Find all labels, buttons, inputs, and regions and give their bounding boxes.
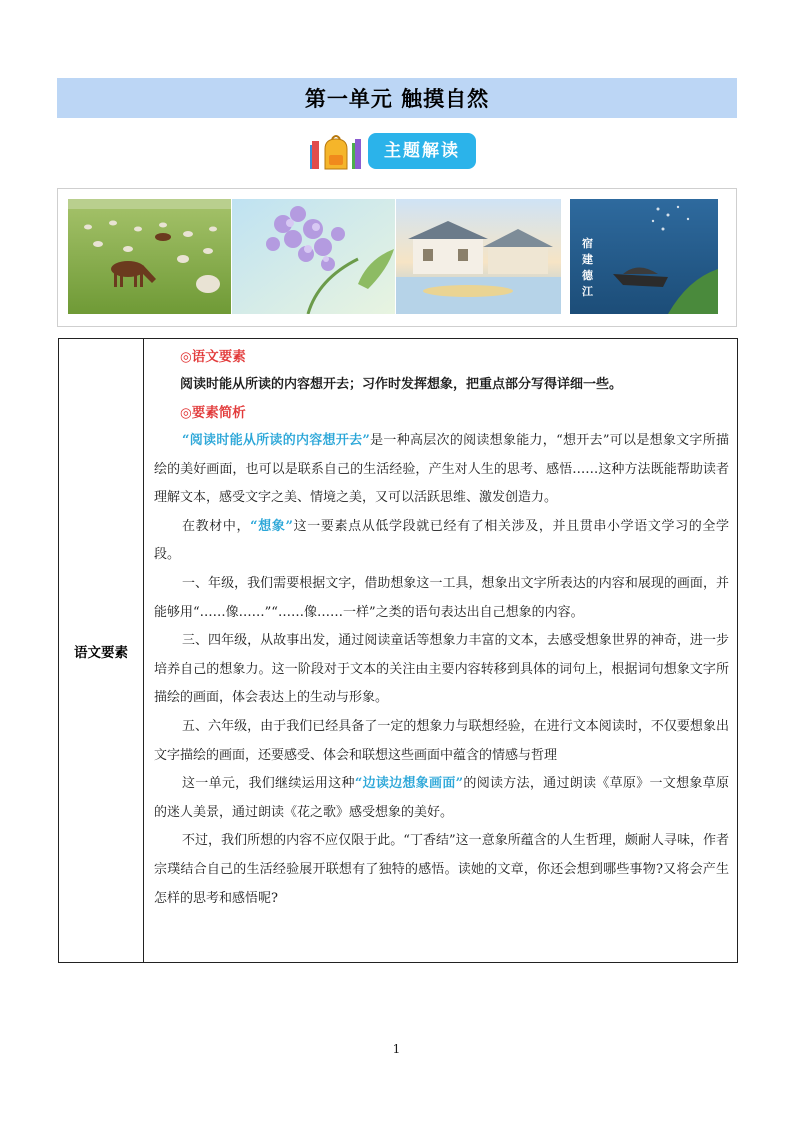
grassland-image [68, 199, 231, 314]
paragraph-before: 一、年级，我们需要根据文字，借助想象这一工具，想象出文字所表达的内容和展现的画面，并能够用“……像……”“……像……一样”之类的语句表达出自己想象的内容。 [154, 575, 729, 620]
paragraph-before: 五、六年级，由于我们已经具备了一定的想象力与联想经验，在进行文本阅读时，不仅要想象出文字描绘的画面，还要感受、体会和联想这些画面中蕴含的情感与哲理 [154, 718, 729, 763]
svg-text:江: 江 [582, 285, 593, 298]
analysis-paragraph [154, 570, 729, 627]
paragraph-before: 三、四年级，从故事出发，通过阅读童话等想象力丰富的文本，去感受想象世界的神奇，进一步培养自己的想象力。这一阶段对于文本的关注由主要内容转移到具体的词句上，根据词句想象文字所描绘的画面，体会表达上的生动与形象。 [154, 633, 729, 706]
analysis-heading: ◎要素简析 [180, 405, 246, 421]
river-boat-image [570, 199, 718, 314]
image-strip-art [68, 199, 728, 314]
paragraph-highlight: “阅读时能从所读的内容想开去” [182, 433, 370, 448]
lilac-image [232, 199, 395, 314]
svg-text:德: 德 [582, 269, 593, 282]
analysis-paragraph [154, 427, 729, 513]
paragraph-highlight: “边读边想象画面” [354, 776, 464, 792]
elements-heading: ◎语文要素 [180, 349, 246, 365]
analysis-paragraph [154, 627, 729, 713]
theme-badge-group [308, 131, 476, 171]
analysis-paragraph [154, 827, 729, 913]
unit-title: 第一单元 触摸自然 [304, 87, 490, 111]
analysis-paragraph [154, 513, 729, 570]
village-image [396, 199, 561, 314]
paragraph-highlight: “想象” [250, 518, 293, 534]
unit-title-bar [57, 78, 737, 118]
analysis-paragraph [154, 713, 729, 770]
paragraph-after: 这一要素点从低学段就已经有了相关涉及，并且贯串小学语文学习的全学段。 [154, 518, 729, 563]
image-strip [57, 188, 737, 327]
elements-text: 阅读时能从所读的内容想开去；习作时发挥想象，把重点部分写得详细一些。 [180, 377, 623, 392]
analysis-paragraphs [154, 427, 729, 913]
paragraph-before: 在教材中， [182, 518, 251, 534]
svg-text:建: 建 [582, 253, 593, 266]
paragraph-before: 不过，我们所想的内容不应仅限于此。“丁香结”这一意象所蕴含的人生哲理，颇耐人寻味，作者宗璞结合自己的生活经验展开联想有了独特的感悟。读她的文章，你还会想到哪些事物?又将会产生怎样的思考和感悟呢? [154, 833, 729, 906]
analysis-paragraph [154, 770, 729, 827]
theme-badge: 主题解读 [368, 133, 476, 169]
content-cell [144, 339, 738, 963]
paragraph-after: 的阅读方法，通过朗读《草原》一文想象草原的迷人美景，通过朗读《花之歌》感受想象的美好。 [154, 776, 729, 820]
reading-table [58, 338, 738, 963]
school-bag-icon [308, 131, 364, 171]
paragraph-after: 是一种高层次的阅读想象能力，“想开去”可以是想象文字所描绘的美好画面，也可以是联系自己的生活经验，产生对人生的思考、感悟……这种方法既能帮助读者理解文本，感受文字之美、情境之美，又可以活跃思维、激发创造力。 [154, 433, 729, 506]
row-label: 语文要素 [59, 339, 144, 963]
page-number: 1 [392, 1042, 401, 1056]
svg-text:宿: 宿 [582, 237, 593, 250]
paragraph-before: 这一单元，我们继续运用这种 [182, 776, 355, 792]
